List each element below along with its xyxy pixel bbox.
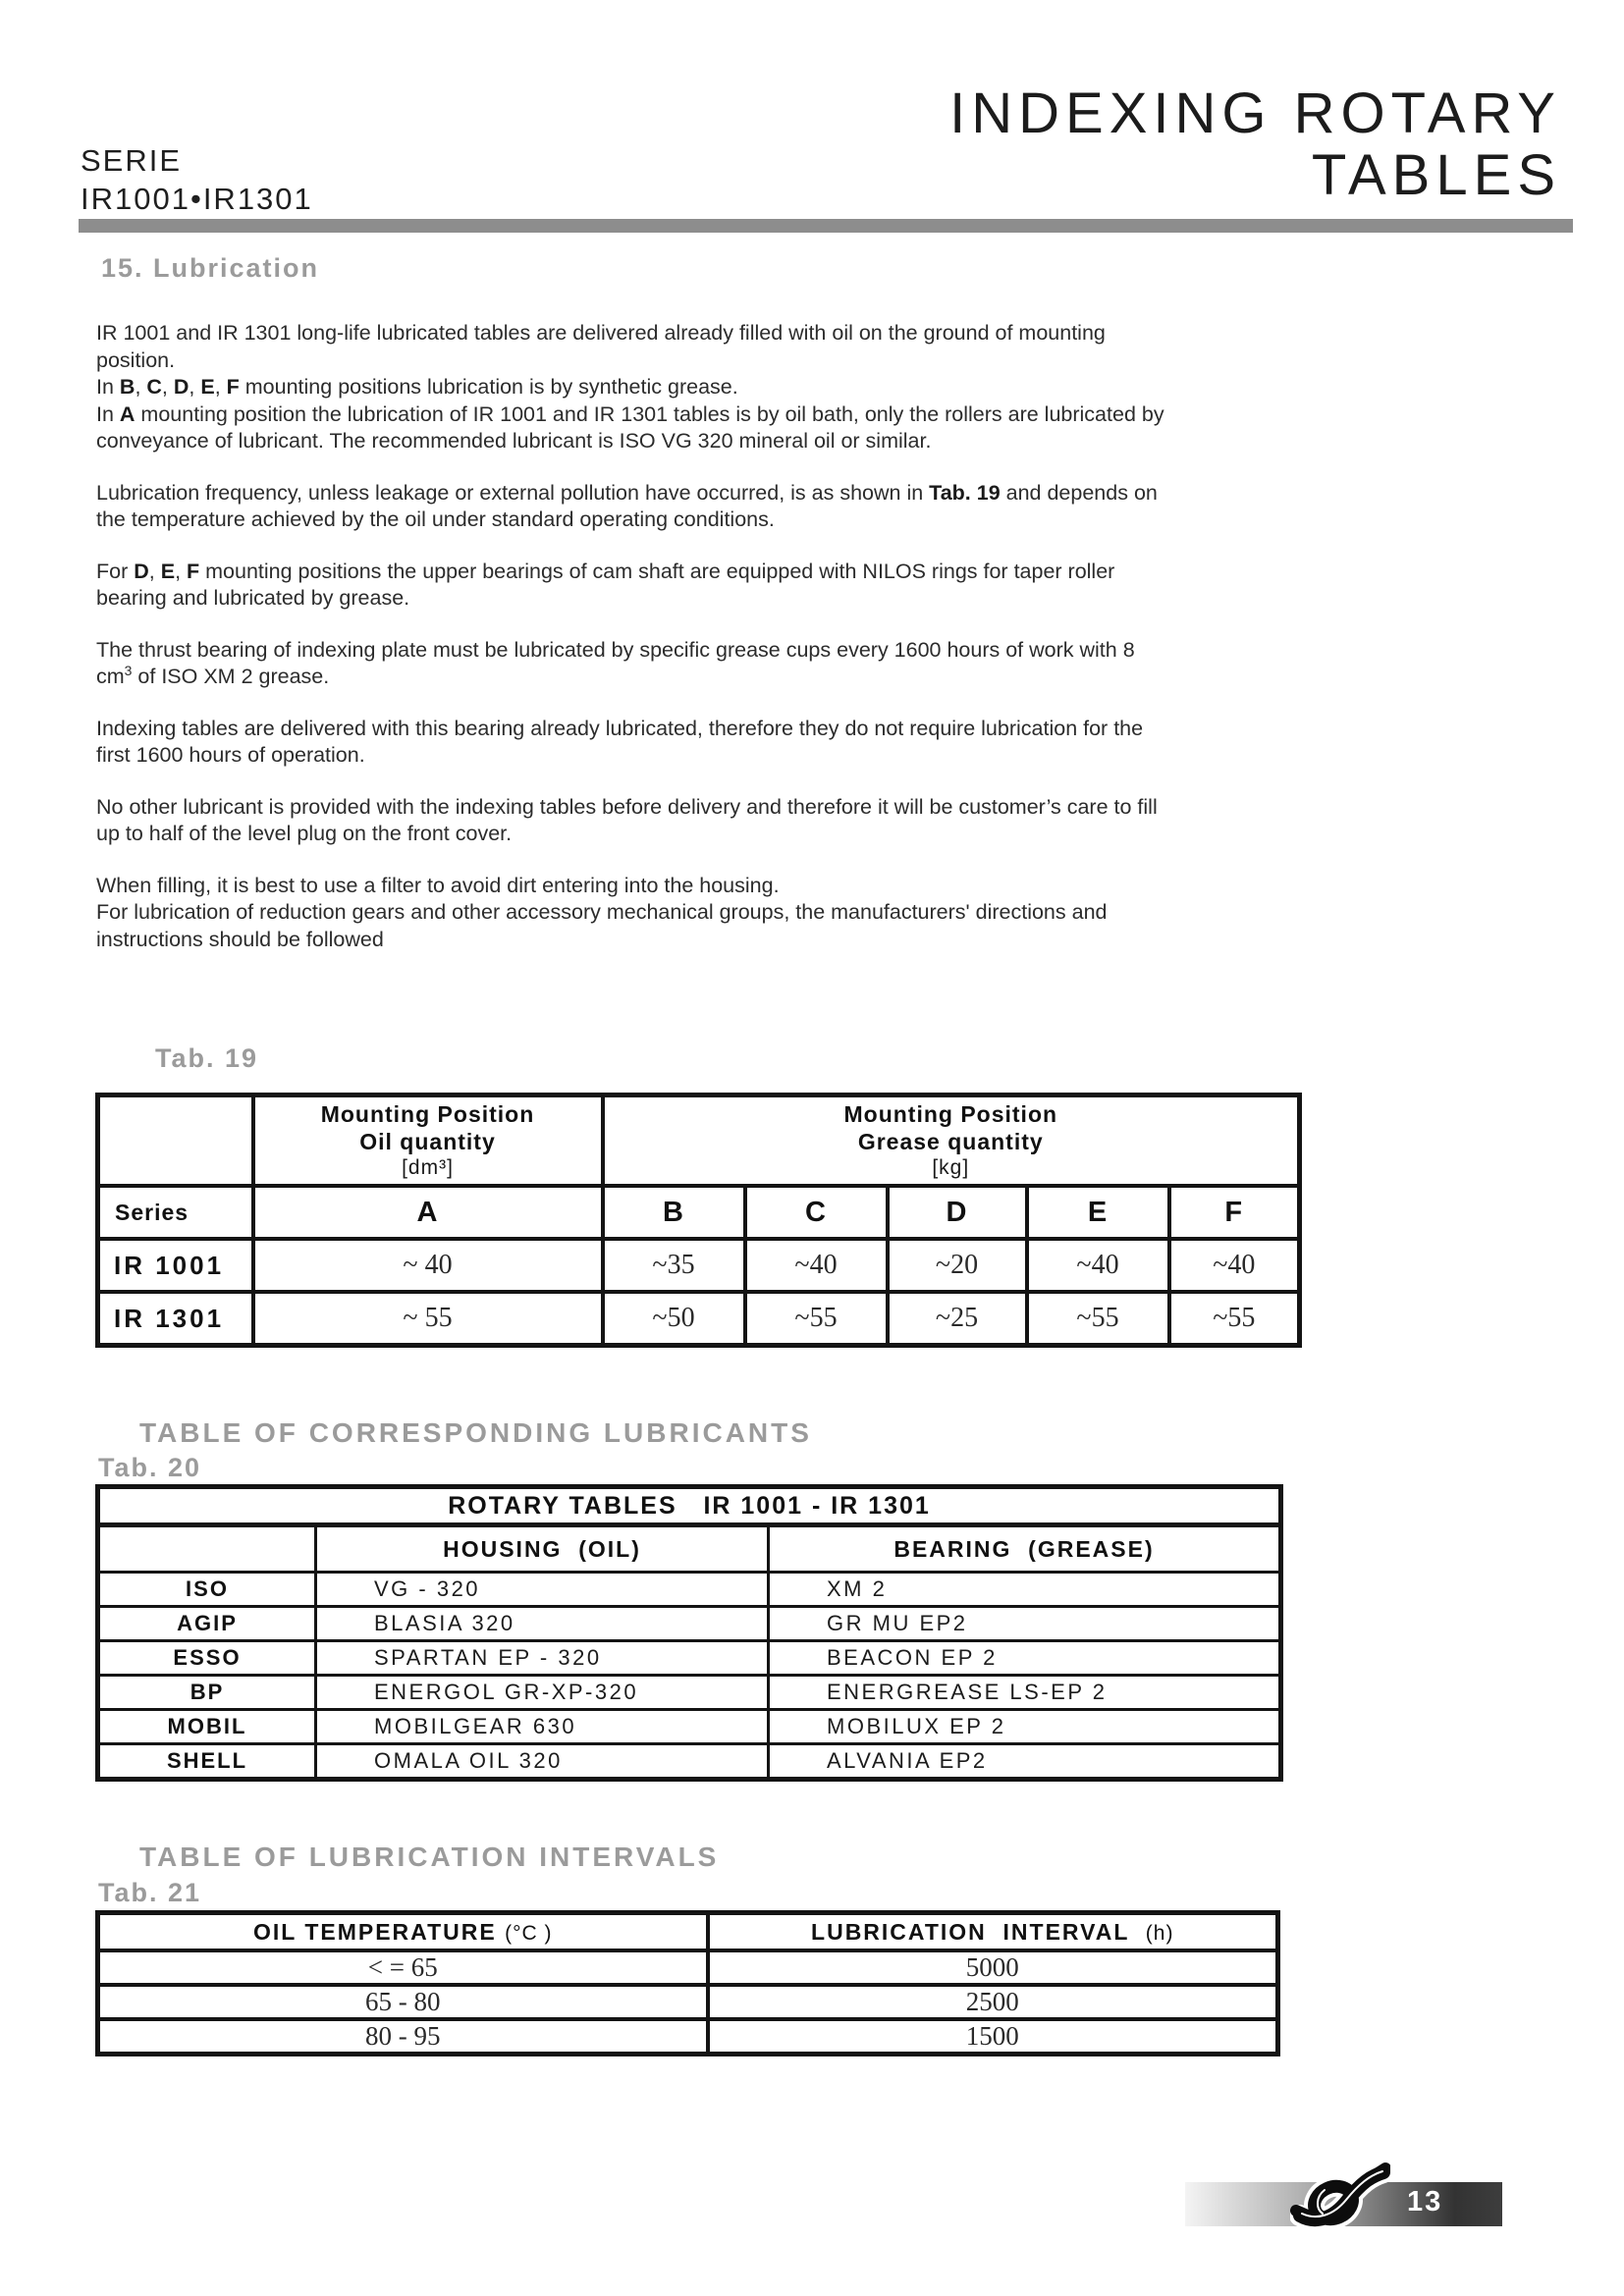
body-text	[96, 320, 1547, 978]
bold-run: F	[187, 559, 200, 583]
text-run: position.	[96, 347, 176, 372]
table-row	[98, 1744, 1281, 1780]
tab19-label: Tab. 19	[155, 1043, 259, 1073]
tab21-interval-header	[708, 1913, 1278, 1951]
tab19-oil-group-header	[253, 1095, 603, 1187]
text-run: 3	[124, 662, 133, 678]
tab20-column-header-row	[98, 1525, 1281, 1573]
tab19-value-cell: ~35	[603, 1239, 745, 1292]
tab21-interval-cell: 1500	[708, 2019, 1278, 2055]
tab19-value-cell: ~ 55	[253, 1292, 603, 1346]
text-run: cm	[96, 665, 125, 688]
text-run: ,	[161, 375, 174, 399]
tab20-brand-cell: BP	[98, 1676, 316, 1710]
lubricants-heading: TABLE OF CORRESPONDING LUBRICANTS	[139, 1417, 812, 1448]
bold-run: E	[200, 375, 215, 399]
text-run: mounting positions the upper bearings of cam shaft are equipped with NILOS rings for taper roller	[199, 559, 1115, 583]
tab21-temp-header-unit: (°C )	[505, 1921, 553, 1945]
paragraph-line	[96, 821, 1547, 848]
tab19-value-cell: ~55	[1027, 1292, 1169, 1346]
text-run: ,	[214, 375, 227, 399]
oil-group-unit: [dm³]	[402, 1156, 454, 1179]
text-run: No other lubricant is provided with the indexing tables before delivery and therefore it will be customer’s care to fill	[96, 794, 1158, 819]
tab19-series-cell: IR 1301	[98, 1292, 253, 1346]
table-row	[98, 1239, 1300, 1292]
tab21-interval-cell: 2500	[708, 1985, 1278, 2019]
tab21-temperature-cell: 80 - 95	[98, 2019, 708, 2055]
document-title-line1: INDEXING ROTARY	[949, 81, 1561, 145]
tab20-title: ROTARY TABLES IR 1001 - IR 1301	[98, 1487, 1281, 1525]
tab20-oil-cell: VG - 320	[316, 1573, 769, 1607]
series-models: IR1001•IR1301	[81, 182, 313, 216]
tab19-value-cell: ~20	[888, 1239, 1027, 1292]
company-logo-icon	[1290, 2160, 1390, 2232]
tab20-housing-header: HOUSING (OIL)	[316, 1525, 769, 1573]
bold-run: F	[226, 375, 240, 399]
tab21-label: Tab. 21	[98, 1878, 202, 1907]
bold-run: Tab. 19	[929, 480, 1001, 505]
bold-run: A	[119, 401, 135, 426]
paragraph-line	[96, 716, 1547, 743]
tab19-group-header-row	[98, 1095, 1300, 1187]
text-run: For lubrication of reduction gears and other accessory mechanical groups, the manufacturers' directions and	[96, 900, 1108, 924]
tab20-brand-cell: MOBIL	[98, 1710, 316, 1744]
tab20-corner-cell	[98, 1525, 316, 1573]
tab21-interval-header-text: LUBRICATION INTERVAL	[811, 1918, 1146, 1945]
text-run: of ISO XM 2 grease.	[132, 665, 330, 688]
text-run: up to half of the level plug on the front cover.	[96, 822, 513, 845]
table-row	[98, 1292, 1300, 1346]
table-row	[98, 1710, 1281, 1744]
text-run: IR 1001 and IR 1301 long-life lubricated tables are delivered already filled with oil on the ground of mounting	[96, 321, 1106, 345]
bold-run: E	[160, 559, 176, 583]
tab20-oil-cell: OMALA OIL 320	[316, 1744, 769, 1780]
tab20-grease-cell: BEACON EP 2	[769, 1641, 1281, 1676]
text-run: ,	[189, 375, 201, 399]
paragraph-line	[96, 428, 1547, 455]
text-run: In	[96, 401, 120, 426]
page-number: 13	[1407, 2186, 1443, 2217]
paragraph-line	[96, 347, 1547, 375]
tab21-interval-header-unit: (h)	[1145, 1921, 1174, 1945]
tab21-temp-header	[98, 1913, 708, 1951]
tab19-position-letter: E	[1027, 1186, 1169, 1239]
grease-group-line2: Grease quantity	[857, 1129, 1044, 1154]
paragraph-line	[96, 585, 1547, 613]
section-heading: 15. Lubrication	[101, 253, 320, 283]
paragraph	[96, 637, 1547, 691]
text-run: The thrust bearing of indexing plate must be lubricated by specific grease cups every 1600 hours of work with 8	[96, 637, 1135, 662]
tab20-oil-cell: ENERGOL GR-XP-320	[316, 1676, 769, 1710]
document-title	[949, 82, 1561, 206]
tab19-value-cell: ~40	[1027, 1239, 1169, 1292]
text-run: ,	[175, 559, 188, 583]
tab21-interval-cell: 5000	[708, 1950, 1278, 1985]
intervals-heading: TABLE OF LUBRICATION INTERVALS	[139, 1842, 720, 1872]
grease-group-line1: Mounting Position	[843, 1101, 1058, 1127]
paragraph	[96, 320, 1547, 455]
table-row	[98, 1676, 1281, 1710]
text-run: instructions should be followed	[96, 927, 384, 951]
tab19-position-letter: F	[1169, 1186, 1300, 1239]
tab20-oil-cell: MOBILGEAR 630	[316, 1710, 769, 1744]
header-rule	[79, 219, 1573, 233]
tab20-brand-cell: ISO	[98, 1573, 316, 1607]
text-run: the temperature achieved by the oil under standard operating conditions.	[96, 507, 775, 531]
tab19-value-cell: ~40	[745, 1239, 888, 1292]
text-run: When filling, it is best to use a filter to avoid dirt entering into the housing.	[96, 873, 780, 897]
paragraph-line	[96, 507, 1547, 534]
tab20-grease-cell: GR MU EP2	[769, 1607, 1281, 1641]
text-run: and depends on	[1000, 480, 1158, 505]
document-title-line2: TABLES	[1311, 143, 1561, 207]
text-run: ,	[135, 375, 147, 399]
tab20-brand-cell: ESSO	[98, 1641, 316, 1676]
table-row	[98, 1573, 1281, 1607]
table-row	[98, 1985, 1278, 2019]
paragraph-line	[96, 794, 1547, 822]
tab19-position-letter: D	[888, 1186, 1027, 1239]
tab20-grease-cell: XM 2	[769, 1573, 1281, 1607]
bold-run: B	[119, 375, 135, 399]
tab19-value-cell: ~55	[745, 1292, 888, 1346]
paragraph-line	[96, 480, 1547, 507]
tab19-value-cell: ~40	[1169, 1239, 1300, 1292]
text-run: For	[96, 559, 135, 583]
tab20-bearing-header: BEARING (GREASE)	[769, 1525, 1281, 1573]
tab21-temp-header-text: OIL TEMPERATURE	[253, 1918, 506, 1945]
text-run: ,	[148, 559, 161, 583]
oil-group-line1: Mounting Position	[320, 1101, 535, 1127]
paragraph-line	[96, 374, 1547, 401]
tab19-value-cell: ~25	[888, 1292, 1027, 1346]
tab19-column-header-row	[98, 1186, 1300, 1239]
text-run: Indexing tables are delivered with this bearing already lubricated, therefore they do not require lubrication for the	[96, 716, 1144, 740]
tab20-label: Tab. 20	[98, 1453, 202, 1482]
paragraph-line	[96, 742, 1547, 770]
tab20-brand-cell: AGIP	[98, 1607, 316, 1641]
table-row	[98, 1950, 1278, 1985]
text-run: Lubrication frequency, unless leakage or external pollution have occurred, is as shown in	[96, 480, 930, 505]
tab19-value-cell: ~55	[1169, 1292, 1300, 1346]
paragraph-line	[96, 401, 1547, 429]
tab21-table	[95, 1910, 1280, 2056]
tab19-position-letter: A	[253, 1186, 603, 1239]
tab19-table	[95, 1093, 1302, 1348]
tab20-grease-cell: ALVANIA EP2	[769, 1744, 1281, 1780]
table-row	[98, 1607, 1281, 1641]
paragraph-line	[96, 899, 1547, 927]
table-row	[98, 1641, 1281, 1676]
tab19-value-cell: ~ 40	[253, 1239, 603, 1292]
oil-group-line2: Oil quantity	[359, 1129, 496, 1154]
tab21-header-row	[98, 1913, 1278, 1951]
tab20-table	[95, 1484, 1283, 1782]
bold-run: C	[146, 375, 162, 399]
tab19-series-cell: IR 1001	[98, 1239, 253, 1292]
tab19-value-cell: ~50	[603, 1292, 745, 1346]
tab19-position-letter: B	[603, 1186, 745, 1239]
paragraph	[96, 873, 1547, 954]
tab21-temperature-cell: < = 65	[98, 1950, 708, 1985]
paragraph-line	[96, 873, 1547, 900]
tab20-title-row	[98, 1487, 1281, 1525]
paragraph-line	[96, 637, 1547, 665]
series-block	[81, 141, 313, 218]
table-row	[98, 2019, 1278, 2055]
text-run: mounting position the lubrication of IR 1001 and IR 1301 tables is by oil bath, only the rollers are lubricated by	[135, 401, 1164, 426]
paragraph	[96, 559, 1547, 613]
bold-run: D	[173, 375, 189, 399]
tab20-brand-cell: SHELL	[98, 1744, 316, 1780]
paragraph-line	[96, 559, 1547, 586]
paragraph	[96, 480, 1547, 534]
paragraph-line	[96, 927, 1547, 954]
tab20-oil-cell: BLASIA 320	[316, 1607, 769, 1641]
paragraph-line	[96, 320, 1547, 347]
text-run: In	[96, 375, 120, 399]
paragraph	[96, 716, 1547, 770]
tab20-grease-cell: ENERGREASE LS-EP 2	[769, 1676, 1281, 1710]
paragraph	[96, 794, 1547, 848]
grease-group-unit: [kg]	[932, 1156, 970, 1179]
text-run: bearing and lubricated by grease.	[96, 586, 410, 610]
tab21-temperature-cell: 65 - 80	[98, 1985, 708, 2019]
tab20-oil-cell: SPARTAN EP - 320	[316, 1641, 769, 1676]
series-label: SERIE	[81, 143, 183, 178]
text-run: mounting positions lubrication is by synthetic grease.	[239, 375, 738, 399]
tab19-corner-cell	[98, 1095, 253, 1187]
paragraph-line	[96, 664, 1547, 691]
tab19-position-letter: C	[745, 1186, 888, 1239]
tab19-grease-group-header	[603, 1095, 1300, 1187]
text-run: first 1600 hours of operation.	[96, 743, 365, 767]
text-run: conveyance of lubricant. The recommended lubricant is ISO VG 320 mineral oil or similar.	[96, 429, 932, 453]
tab20-grease-cell: MOBILUX EP 2	[769, 1710, 1281, 1744]
tab19-series-header: Series	[98, 1186, 253, 1239]
bold-run: D	[134, 559, 149, 583]
